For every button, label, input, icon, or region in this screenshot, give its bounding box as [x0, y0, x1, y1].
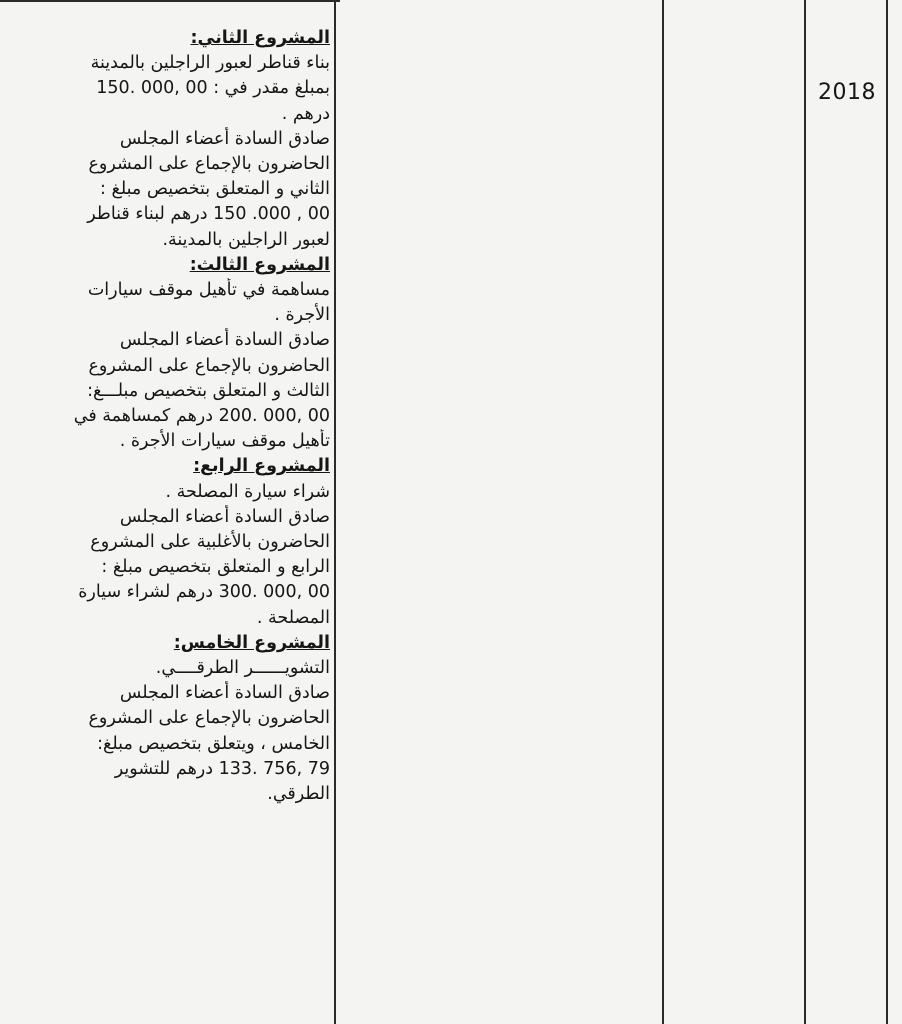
project-second [44, 26, 330, 253]
projects-column [44, 26, 330, 807]
project-text-line: الثاني و المتعلق بتخصيص مبلغ : [100, 179, 330, 200]
project-text-line: الحاضرون بالإجماع على المشروع [88, 154, 330, 175]
project-text-line: صادق السادة أعضاء المجلس [119, 330, 330, 351]
column-divider-1 [334, 0, 336, 1024]
project-text-line: التشويــــــر الطرقــــي. [155, 658, 330, 679]
project-fifth [44, 631, 330, 807]
project-text-line: صادق السادة أعضاء المجلس [119, 683, 330, 704]
project-text-line: 00 , 000. 150 درهم لبناء قناطر [87, 204, 330, 225]
project-text-line: مساهمة في تأهيل موقف سيارات [87, 280, 330, 301]
year-cell: 2018 [818, 80, 876, 105]
project-text-line: 00 ,000 .200 درهم كمساهمة في [73, 406, 330, 427]
project-fourth [44, 454, 330, 630]
project-text-line: صادق السادة أعضاء المجلس [119, 506, 330, 527]
project-text-line: بمبلغ مقدر في : 00 ,000 .150 [96, 78, 330, 99]
project-text-line: شراء سيارة المصلحة . [165, 481, 330, 502]
project-heading: المشروع الثاني: [190, 28, 330, 48]
column-divider-4 [886, 0, 888, 1024]
project-heading: المشروع الرابع: [193, 456, 330, 477]
project-third [44, 253, 330, 455]
table-top-rule [0, 0, 340, 2]
project-text-line: درهم . [281, 103, 330, 124]
column-divider-3 [804, 0, 806, 1024]
project-text-line: الرابع و المتعلق بتخصيص مبلغ : [101, 557, 330, 578]
project-text-line: الحاضرون بالأغلبية على المشروع [90, 532, 330, 553]
project-text-line: 79 ,756 .133 درهم للتشوير [114, 758, 330, 779]
project-text-line: الثالث و المتعلق بتخصيص مبلـــغ: [87, 380, 330, 401]
project-text-line: صادق السادة أعضاء المجلس [119, 128, 330, 149]
project-text-line: بناء قناطر لعبور الراجلين بالمدينة [90, 53, 330, 74]
project-text-line: 00 ,000 .300 درهم لشراء سيارة [78, 582, 330, 603]
column-divider-2 [662, 0, 664, 1024]
project-heading: المشروع الخامس: [173, 632, 330, 653]
project-text-line: الخامس ، ويتعلق بتخصيص مبلغ: [97, 733, 330, 754]
project-text-line: الطرقي. [267, 784, 330, 805]
project-text-line: لعبور الراجلين بالمدينة. [162, 229, 330, 250]
project-text-line: الحاضرون بالإجماع على المشروع [88, 355, 330, 376]
project-text-line: المصلحة . [256, 607, 330, 628]
project-heading: المشروع الثالث: [189, 254, 330, 275]
project-text-line: الأجرة . [274, 305, 330, 326]
project-text-line: الحاضرون بالإجماع على المشروع [88, 708, 330, 729]
project-text-line: تأهيل موقف سيارات الأجرة . [119, 431, 330, 452]
